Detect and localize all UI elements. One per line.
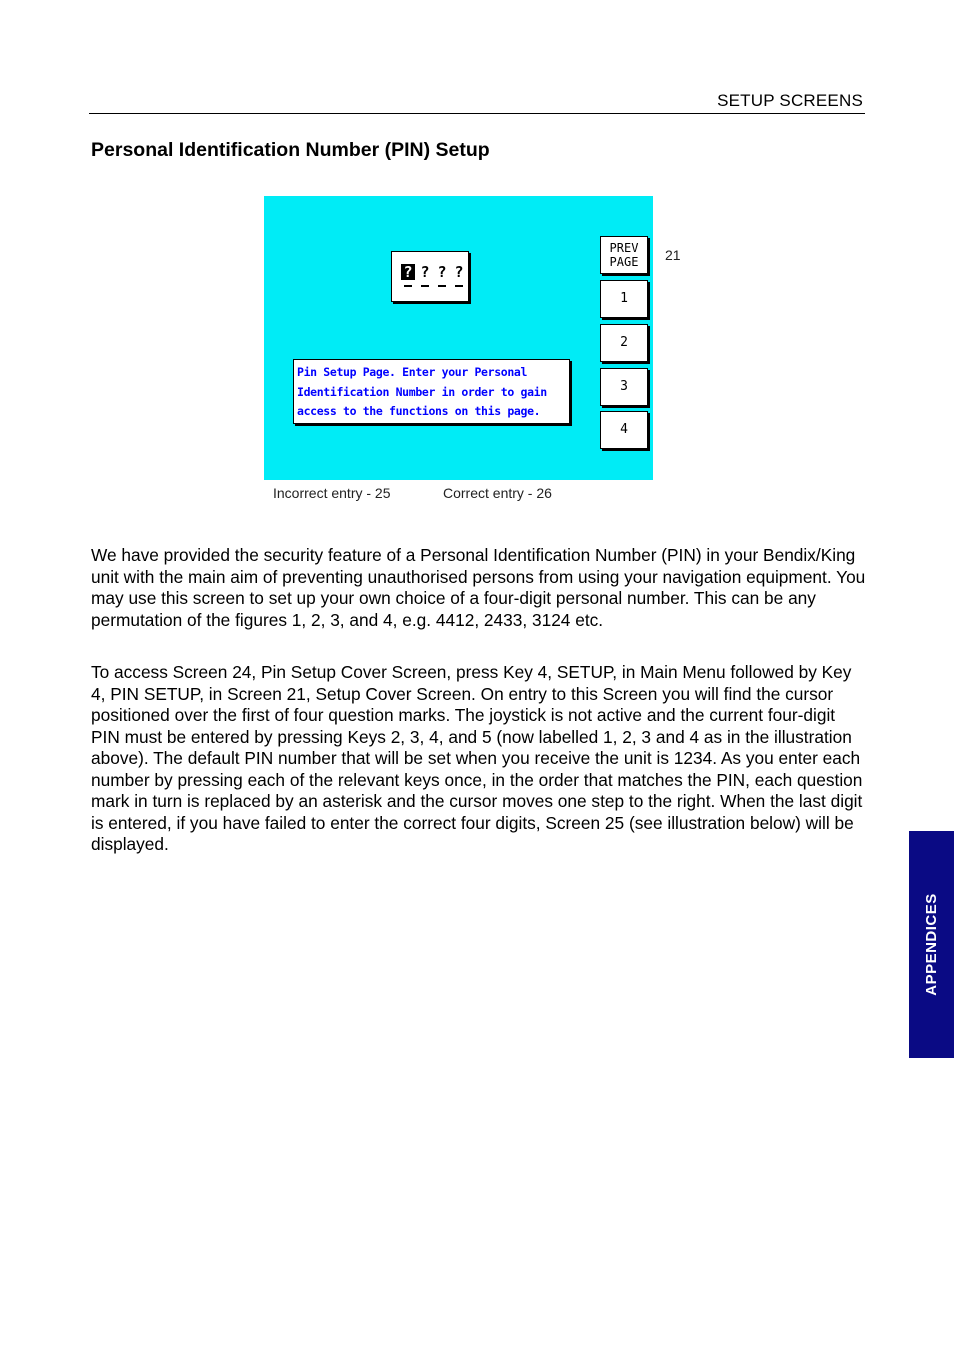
body-paragraph-1 [91, 545, 866, 631]
pin-char-1: ? [401, 264, 415, 280]
pin-char-3: ? [437, 263, 447, 281]
key-2[interactable]: 2 [600, 324, 648, 362]
caption-correct-entry: Correct entry - 26 [443, 485, 552, 501]
message-line-1: Pin Setup Page. Enter your Personal [297, 365, 528, 379]
message-line-3: access to the functions on this page. [297, 404, 541, 418]
key-1[interactable]: 1 [600, 280, 648, 318]
paragraph-text: To access Screen 24, Pin Setup Cover Screen, press Key 4, SETUP, in Main Menu followed by Key 4, PIN SETUP, in Screen 21, Setup Cover Screen. On entry to this Screen you will find the cursor positioned over the first of four question marks. The joystick is not active and the current four-digit PIN must be entered by pressing Keys 2, 3, 4, and 5 (now labelled 1, 2, 3 and 4 as in the illustration above). The default PIN number that will be set when you receive the unit is 1234. As you enter each number by pressing each of the relevant keys once, in the order that matches the PIN, each question mark in turn is replaced by an asterisk and the cursor moves one step to the right. When the last digit is entered, if you have failed to enter the correct four digits, Screen 25 (see illustration below) will be displayed. [91, 662, 863, 854]
pin-entry-box [391, 251, 469, 302]
key-3[interactable]: 3 [600, 368, 648, 406]
section-title: Personal Identification Number (PIN) Setup [91, 139, 490, 161]
message-line-2: Identification Number in order to gain [297, 384, 547, 399]
caption-incorrect-entry: Incorrect entry - 25 [273, 485, 391, 501]
pin-setup-screen-figure [264, 196, 653, 480]
prev-page-key[interactable]: PREV PAGE [600, 236, 648, 274]
screen-number: 21 [665, 247, 681, 263]
pin-dash-3 [438, 285, 446, 287]
pin-setup-message [293, 359, 570, 424]
appendices-tab [909, 831, 954, 1058]
pin-dash-1 [404, 285, 412, 287]
pin-char-4: ? [454, 263, 464, 281]
appendices-tab-label: APPENDICES [923, 893, 940, 996]
pin-char-2: ? [420, 263, 430, 281]
key-4[interactable]: 4 [600, 411, 648, 449]
paragraph-text: We have provided the security feature of a Personal Identification Number (PIN) in your Bendix/King unit with the main aim of preventing unauthorised persons from using your navigation equipment. You may use this screen to set up your own choice of a four-digit personal number. This can be any permutation of the figures 1, 2, 3, and 4, e.g. 4412, 2433, 3124 etc. [91, 545, 866, 630]
header-rule [89, 113, 865, 114]
running-header: SETUP SCREENS [717, 91, 863, 110]
body-paragraph-2 [91, 662, 866, 856]
pin-dash-2 [421, 285, 429, 287]
pin-dash-4 [455, 285, 463, 287]
